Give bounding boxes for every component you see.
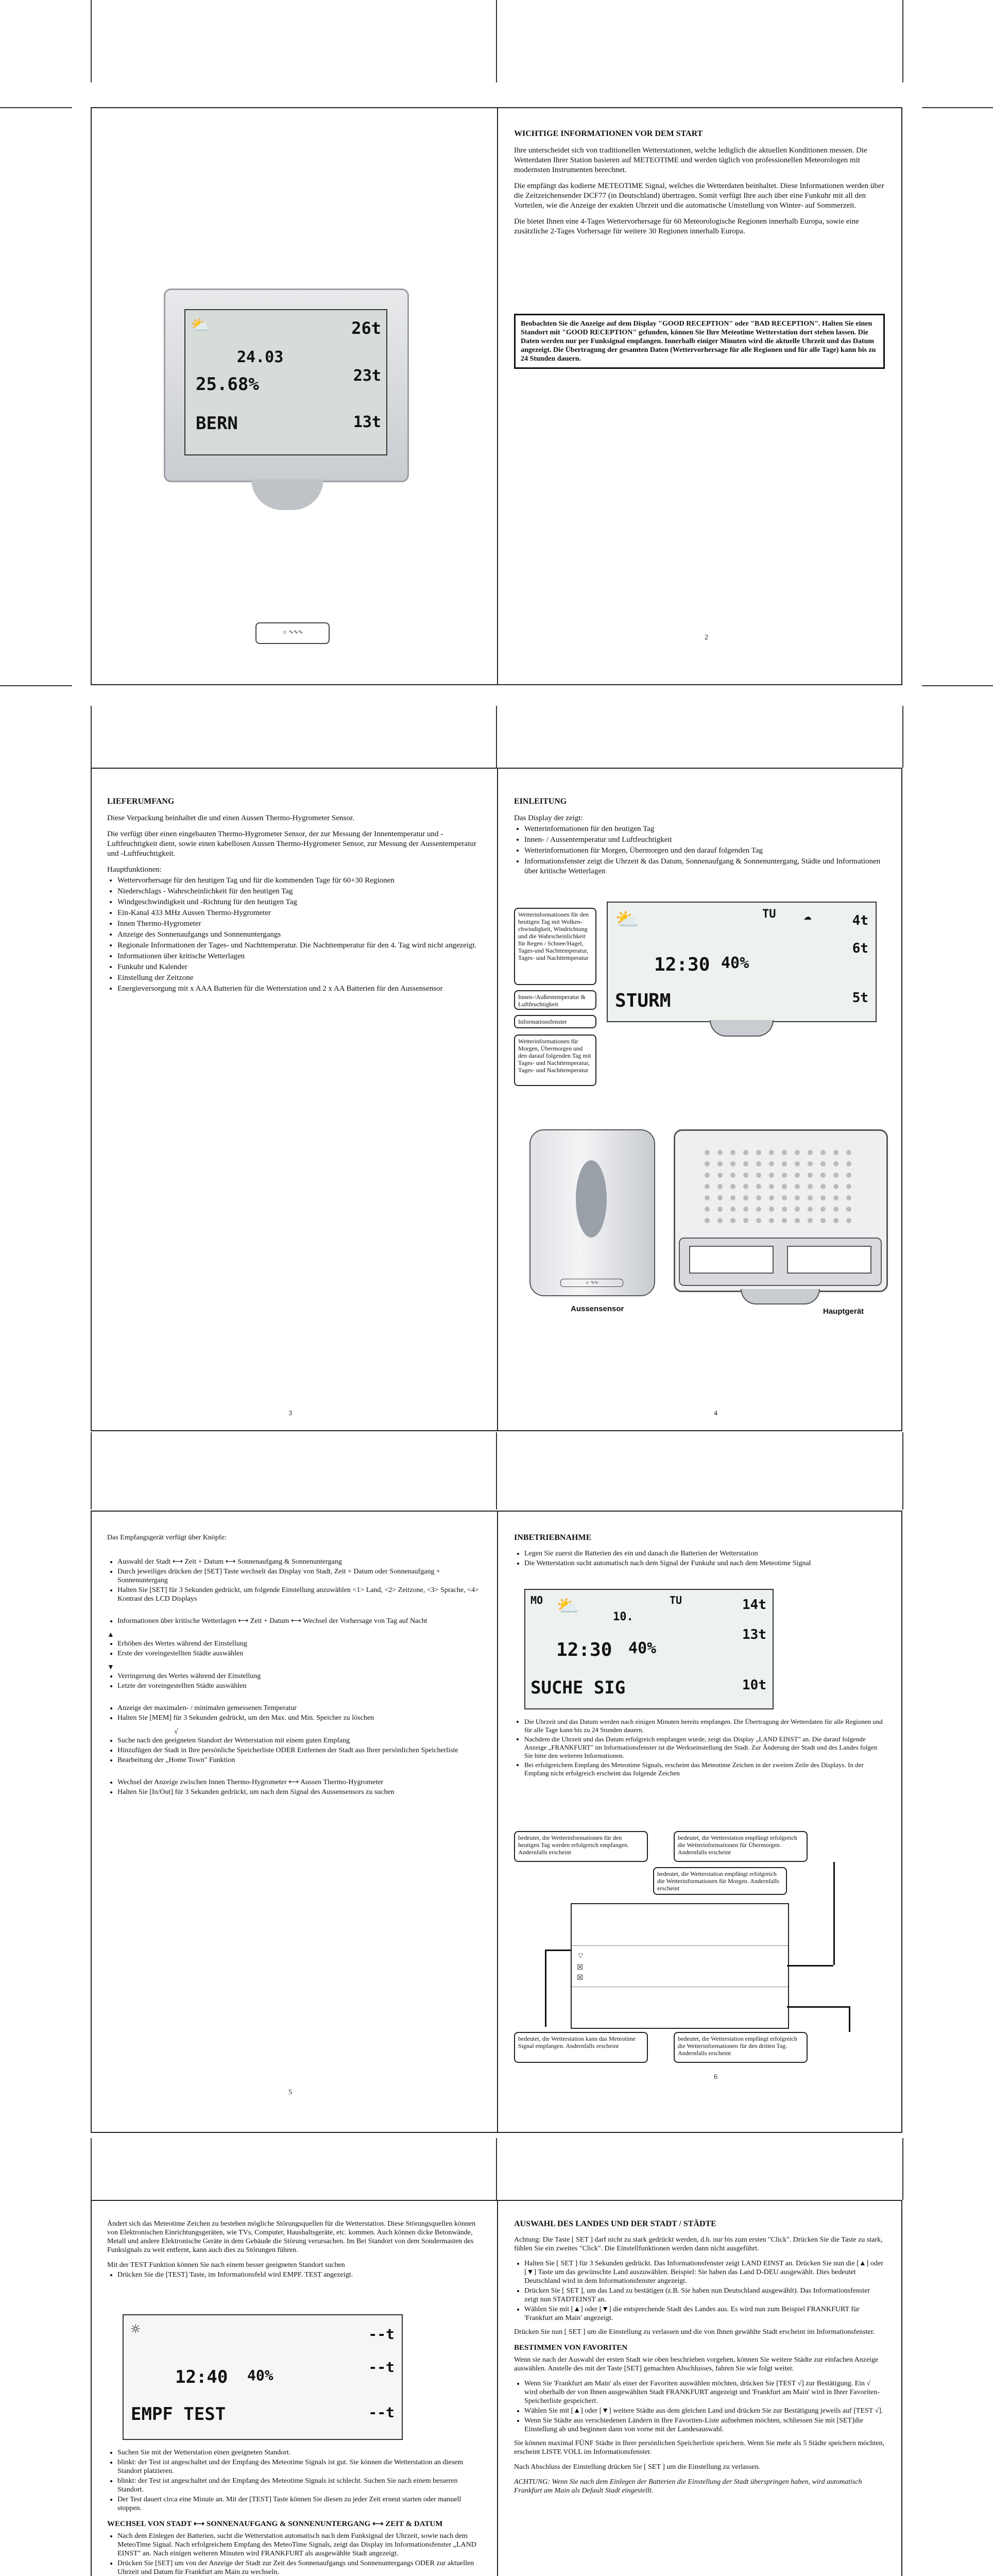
speaker-hole	[705, 1218, 710, 1223]
page-heading: EINLEITUNG	[514, 797, 567, 806]
speaker-hole	[769, 1161, 774, 1166]
section-heading: WECHSEL VON STADT ⟷ SONNENAUFGANG & SONNENUNTERGANG ⟷ ZEIT & DATUM	[107, 2520, 443, 2528]
speaker-hole	[717, 1207, 723, 1212]
speaker-hole	[743, 1195, 748, 1200]
speaker-hole	[846, 1184, 851, 1189]
speaker-hole	[705, 1173, 710, 1178]
list-item: • Halten Sie [MEM] für 3 Sekunden gedrückt, um den Max. und Min. Speicher zu löschen	[117, 1714, 483, 1722]
speaker-hole	[769, 1195, 774, 1200]
arrow	[787, 2006, 849, 2008]
list-item: • Innen- / Aussentemperatur und Luftfeuchtigkeit	[524, 835, 885, 845]
speaker-hole	[833, 1161, 838, 1166]
page-heading: INBETRIEBNAHME	[514, 1533, 592, 1542]
speaker-hole	[730, 1184, 735, 1189]
arrow	[787, 1965, 833, 1967]
page-number: 4	[714, 1410, 717, 1417]
list-item: • Nachdem die Uhrzeit und das Datum erfolgreich empfangen wurde, zeigt das Display „LAND EINST" an. Die darauf folgende Anzeige „FRANKFURT" im Informationsfenster ist die Werkseinstellung der Stadt. Zur Änderung der Stadt und des Landes folgen Sie bitte den weiteren Informationen.	[524, 1735, 885, 1760]
speaker-hole	[743, 1207, 748, 1212]
page-4	[514, 796, 885, 882]
speaker-hole	[743, 1150, 748, 1155]
speaker-hole	[717, 1173, 723, 1178]
speaker-hole	[846, 1173, 851, 1178]
speaker-hole	[756, 1207, 761, 1212]
speaker-hole	[820, 1173, 826, 1178]
speaker-hole	[717, 1195, 723, 1200]
list-item: • Energieversorgung mit x AAA Batterien für die Wetterstation und 2 x AA Batterien für den Aussensensor	[117, 984, 483, 994]
callout-today: Wetterinformationen für den heutigen Tag mit Wolken-chwindigkeit, Windrichtung und die Wahrscheinlichkeit für Regen / Schnee/Hagel, Tages-und Nachttemperatur, Tages- und Nachttemperatur	[514, 908, 596, 985]
speaker-hole	[769, 1218, 774, 1223]
display-items	[514, 824, 885, 876]
speaker-hole	[833, 1184, 838, 1189]
callout-info-window: Informationsfenster	[514, 1015, 596, 1028]
page-number: 5	[288, 2089, 292, 2096]
up-arrow-icon: ▲	[107, 1631, 114, 1639]
paragraph: Die bietet Ihnen eine 4-Tages Wettervorhersage für 60 Meteorologische Regionen innerhalb Europa, sowie eine zusätzliche 2-Tages Vorhersage für weitere 30 Regionen innerhalb Europa.	[514, 217, 859, 235]
paragraph: Achtung: Die Taste [ SET ] darf nicht zu stark gedrückt werden, d.h. nur bis zum ersten "Click". Drücken Sie die Taste zu stark, fühlen Sie ein zweites "Click". Die Einstellfunktionen werden dann nicht ausgeführt.	[514, 2236, 883, 2252]
list-item: • Regionale Informationen der Tages- und Nachttemperatur. Die Nachttemperatur für den 4. Tag wird nicht angezeigt.	[117, 941, 483, 951]
speaker-hole	[769, 1207, 774, 1212]
speaker-hole	[769, 1184, 774, 1189]
checkmark-icon: √	[174, 1728, 178, 1736]
speaker-hole	[833, 1173, 838, 1178]
paragraph: Mit der TEST Funktion können Sie nach einem besser geeigneten Standort suchen	[107, 2261, 345, 2269]
list-item: • Hinzufügen der Stadt in Ihre persönliche Speicherliste ODER Entfernen der Stadt aus Ihrer persönlichen Speicherliste	[117, 1746, 483, 1755]
speaker-hole	[756, 1173, 761, 1178]
sensor-drawing: ☼ ∿∿ Aussensensor	[519, 1129, 663, 1346]
features-list	[107, 876, 483, 994]
speaker-hole	[743, 1184, 748, 1189]
callout-forecast: Wetterinformationen für Morgen, Übermorgen und den darauf folgenden Tag mit Tages- und Nachttemperatur, Tages- und Nachttemperatur	[514, 1035, 596, 1086]
list-item: • Suchen Sie mit der Wetterstation einen geeigneten Standort.	[117, 2448, 483, 2457]
speaker-hole	[705, 1195, 710, 1200]
speaker-hole	[820, 1195, 826, 1200]
sheet-4	[91, 2200, 902, 2576]
speaker-hole	[846, 1150, 851, 1155]
speaker-hole	[782, 1173, 787, 1178]
speaker-hole	[808, 1207, 813, 1212]
paragraph: ACHTUNG: Wenn Sie nach dem Einlegen der Batterien die Einstellung der Stadt überspringen haben, wird automatisch Frankfurt am Main als Default Stadt eingestellt.	[514, 2478, 862, 2495]
callout-indoor-outdoor: Innen-/Außentemperatur & Luftfeuchtigkeit	[514, 990, 596, 1010]
speaker-hole	[743, 1218, 748, 1223]
speaker-hole	[782, 1161, 787, 1166]
speaker-hole	[743, 1161, 748, 1166]
arrow	[545, 1950, 571, 1951]
arrow	[545, 1950, 546, 2027]
list-item: • blinkt: der Test ist angeschaltet und der Empfang des Meteotime Signals ist gut. Sie können die Wetterstation an diesem Standort platzieren.	[117, 2458, 483, 2476]
list-item: • Informationen über kritische Wetterlagen ⟷ Zeit + Datum ⟷ Wechsel der Vorhersage von Tag auf Nacht	[117, 1617, 483, 1625]
sheet-3	[91, 1511, 902, 2133]
page-heading: AUSWAHL DES LANDES UND DER STADT / STÄDTE	[514, 2219, 716, 2228]
speaker-hole	[782, 1207, 787, 1212]
arrow	[849, 2006, 850, 2032]
list-item: • Windgeschwindigkeit und -Richtung für den heutigen Tag	[117, 897, 483, 907]
speaker-hole	[717, 1184, 723, 1189]
speaker-hole	[756, 1195, 761, 1200]
page-7-lower	[107, 2448, 483, 2576]
speaker-hole	[833, 1207, 838, 1212]
list-item: • Bearbeitung der „Home Town" Funktion	[117, 1756, 483, 1765]
list-item: • Bei erfolgreichem Empfang des Meteotime Signals, erscheint das Meteotime Zeichen in der zweiten Zeile des Displays. In der Empfang nicht erfolgreich erscheint das folgende Zeichen	[524, 1761, 885, 1777]
product-photo	[148, 289, 437, 515]
speaker-hole	[730, 1161, 735, 1166]
speaker-hole	[846, 1207, 851, 1212]
speaker-hole	[820, 1184, 826, 1189]
speaker-hole	[717, 1161, 723, 1166]
list-item: • Verringerung des Wertes während der Einstellung	[117, 1672, 483, 1681]
speaker-hole	[795, 1161, 800, 1166]
page-number: 3	[288, 1410, 292, 1417]
paragraph: Das Display der zeigt:	[514, 814, 583, 822]
speaker-hole	[782, 1184, 787, 1189]
speaker-hole	[808, 1195, 813, 1200]
list-item: • Drücken Sie [ SET ], um das Land zu bestätigen (z.B. Sie haben nun Deutschland ausgewählt). Das Informationsfenster zeigt nun STADTEINST an.	[524, 2286, 885, 2304]
callout-third-day: bedeutet, die Wetterstation empfängt erfolgreich die Wetterinformationen für den dritten Tag. Andernfalls erscheint	[674, 2032, 808, 2063]
speaker-hole	[705, 1150, 710, 1155]
list-item: • Letzte der voreingestellten Städte auswählen	[117, 1682, 483, 1690]
speaker-hole	[820, 1218, 826, 1223]
page-5	[107, 1533, 483, 1802]
speaker-hole	[769, 1173, 774, 1178]
callout-day-after: bedeutet, die Wetterstation empfängt erfolgreich die Wetterinformationen für Übermorgen. Andernfalls erscheint	[674, 1831, 808, 1862]
speaker-hole	[833, 1195, 838, 1200]
page-number: 2	[705, 634, 708, 641]
list-item: • Wechsel der Anzeige zwischen Innen Thermo-Hygrometer ⟷ Aussen Thermo-Hygrometer	[117, 1778, 483, 1787]
list-item: • Niederschlags - Wahrscheinlichkeit für den heutigen Tag	[117, 887, 483, 896]
list-item: • Legen Sie zuerst die Batterien des ein und danach die Batterien der Wetterstation	[524, 1549, 885, 1558]
list-item: • Wettervorhersage für den heutigen Tag und für die kommenden Tage für 60+30 Regionen	[117, 876, 483, 886]
product-lcd: ⛅ 26t 24.03 25.68% 23t BERN 13t	[184, 309, 387, 455]
speaker-hole	[782, 1150, 787, 1155]
page-8	[514, 2219, 885, 2501]
sun-cloud-icon: ⛅	[615, 908, 640, 930]
speaker-hole	[833, 1150, 838, 1155]
list-item: • Halten Sie [ SET ] für 3 Sekunden gedrückt. Das Informationsfenster zeigt LAND EINST an. Drücken Sie nun die [▲] oder [▼] Taste um das gewünschte Land auszuwählen. Beispiel: Sie haben das Land D-DEU ausgewählt. Dies bedeutet Deutschland wird in dem Informationsfenster angezeigt.	[524, 2259, 885, 2285]
sheet-1	[91, 107, 902, 685]
search-lcd: MO ⛅ 10. TU 14t 13t 12:30 40% SUCHE SIG 10t	[524, 1589, 774, 1709]
page-6-lower	[514, 1718, 885, 1783]
speaker-hole	[756, 1150, 761, 1155]
speaker-hole	[820, 1150, 826, 1155]
test-lcd: ☼ --t --t 12:40 40% EMPF TEST --t	[123, 2314, 403, 2440]
list-item: • Drücken Sie die [TEST] Taste, im Informationsfeld wird EMPF. TEST angezeigt.	[117, 2270, 483, 2279]
list-item: • Halten Sie [In/Out] für 3 Sekunden gedrückt, um nach dem Signal des Aussensensors zu suchen	[117, 1788, 483, 1797]
list-item: • Informationen über kritische Wetterlagen	[117, 952, 483, 961]
speaker-hole	[705, 1184, 710, 1189]
main-unit-back	[674, 1129, 890, 1346]
list-item: • Die Wetterstation sucht automatisch nach dem Signal der Funkuhr und nach dem Meteotime Signal	[524, 1559, 885, 1568]
speaker-hole	[808, 1184, 813, 1189]
speaker-hole	[795, 1150, 800, 1155]
list-item: • Halten Sie [SET] für 3 Sekunden gedrückt, um folgende Einstellung anzuwählen <1> Land, <2> Zeitzone, <3> Sprache, <4> Kontrast des LCD Displays	[117, 1586, 483, 1603]
speaker-hole	[795, 1218, 800, 1223]
speaker-hole	[795, 1184, 800, 1189]
speaker-hole	[730, 1173, 735, 1178]
speaker-hole	[846, 1161, 851, 1166]
speaker-hole	[705, 1207, 710, 1212]
list-item: • Informationsfenster zeigt die Uhrzeit & das Datum, Sonnenaufgang & Sonnenuntergang, Städte und Informationen über kritische Wetterlagen	[524, 857, 885, 876]
list-item: • Die Uhrzeit und das Datum werden nach einigen Minuten bereits empfangen. Die Übertragung der Wetterdaten für alle Regionen und für alle Tage kann bis zu 24 Stunden dauern.	[524, 1718, 885, 1734]
speaker-hole	[756, 1161, 761, 1166]
speaker-hole	[730, 1218, 735, 1223]
speaker-hole	[795, 1173, 800, 1178]
list-item: • Suche nach den geeigneten Standort der Wetterstation mit einem guten Empfang	[117, 1736, 483, 1745]
page-heading: LIEFERUMFANG	[107, 797, 175, 806]
paragraph: Die empfängt das kodierte METEOTIME Signal, welches die Wetterdaten beinhaltet. Diese Informationen werden über die Zeitzeichensender DCF77 (in Deutschland) übertragen. Somit verfügt Ihre auch über eine Funkuhr mit all den Vorteilen, wie die Anzeige der exakten Uhrzeit und die automatische Umstellung von Winter- auf Sommerzeit.	[514, 182, 884, 210]
sheet-2	[91, 768, 902, 1431]
intro-lcd: ⛅ TU ☁ 4t 6t 12:30 40% STURM 5t	[607, 902, 877, 1022]
paragraph: Ihre unterscheidet sich von traditionellen Wetterstationen, welche lediglich die aktuellen Konditionen messen. Die Wetterdaten Ihrer Station basieren auf METEOTIME und werden täglich von professionellen Meteorologen mit modernsten Instrumenten berechnet.	[514, 146, 867, 174]
speaker-hole	[846, 1218, 851, 1223]
list-item: • Wenn Sie 'Frankfurt am Main' als einer der Favoriten auswählen möchten, drücken Sie [TEST √] zur Bestätigung. Ein √ wird oberhalb der von Ihnen ausgewählten Stadt FRANKFURT angezeigt und 'Frankfurt am Main' wird in Ihrer Favoriten-Speicherliste gespeichert.	[524, 2379, 885, 2405]
speaker-hole	[705, 1161, 710, 1166]
sun-icon: ☼	[131, 2320, 141, 2338]
speaker-hole	[808, 1150, 813, 1155]
list-item: • blinkt: der Test ist angeschaltet und der Empfang des Meteotime Signals ist schlecht. Suchen Sie nach einem besseren Standort.	[117, 2477, 483, 2494]
list-item: • Der Test dauert circa eine Minute an. Mit der [TEST] Taste können Sie diesen zu jeder Zeit erneut starten oder manuell stoppen.	[117, 2495, 483, 2513]
speaker-hole	[820, 1207, 826, 1212]
paragraph: Die verfügt über einen eingebauten Thermo-Hygrometer Sensor, der zur Messung der Innentemperatur und -Luftfeuchtigkeit dient, sowie einen kabellosen Aussen Thermo-Hygrometer Sensor, zur Messung der Aussentemperatur und -Luftfeuchtigkeit.	[107, 830, 476, 858]
list-item: • Nach dem Einlegen der Batterien, sucht die Wetterstation automatisch nach dem Funksignal der Uhrzeit, sowie nach dem MeteoTime Signal. Nach erfolgreichem Empfang des MeteoTime Signals, zeigt das Display im Informationsfenster „LAND EINST" an. Nach einigen weiteren Minuten wird FRANKFURT als ausgewählte Stadt angezeigt.	[117, 2532, 483, 2558]
speaker-hole	[846, 1195, 851, 1200]
list-item: • Anzeige der maximalen- / minimalen gemessenen Temperatur	[117, 1704, 483, 1713]
page-heading: WICHTIGE INFORMATIONEN VOR DEM START	[514, 129, 703, 138]
speaker-hole	[730, 1207, 735, 1212]
stand	[710, 1020, 774, 1037]
page-6	[514, 1533, 885, 1573]
speaker-hole	[833, 1218, 838, 1223]
list-item: • Wetterinformationen für Morgen, Übermorgen und den darauf folgenden Tag	[524, 846, 885, 856]
list-item: • Funkuhr und Kalender	[117, 962, 483, 972]
list-item: • Erhöhen des Wertes während der Einstellung	[117, 1639, 483, 1648]
status-display-diagram: ⌔ ☒ ☒	[571, 1903, 789, 2029]
speaker-hole	[730, 1150, 735, 1155]
callout-today-signal: bedeutet, die Wetterinformationen für den heutigen Tag werden erfolgreich empfangen. Andernfalls erscheint	[514, 1831, 648, 1862]
cloud-icon: ☁	[803, 908, 812, 923]
list-item: • Durch jeweiliges drücken der [SET] Taste wechselt das Display von Stadt, Zeit + Datum oder Sonnenaufgang + Sonnenuntergang	[117, 1567, 483, 1585]
page-number: 6	[714, 2073, 717, 2081]
list-item: • Erste der voreingestellten Städte auswählen	[117, 1649, 483, 1658]
cloud-sun-icon: ⛅	[556, 1596, 579, 1617]
paragraph: Das Empfangsgerät verfügt über Knöpfe:	[107, 1534, 227, 1541]
speaker-hole	[808, 1173, 813, 1178]
paragraph: Diese Verpackung beinhaltet die und einen Aussen Thermo-Hygrometer Sensor.	[107, 814, 354, 822]
list-item: • Wenn Sie Städte aus verschiedenen Ländern in Ihre Favoriten-Liste aufnehmen möchten, schliessen Sie mit [SET]die Einstellung ab und beginnen dann von vorne mit der Landesauswahl.	[524, 2416, 885, 2434]
paragraph: Ändert sich das Meteotime Zeichen zu bestehen mögliche Störungsquellen für die Wetterstation. Diese Störungsquellen können von Elektronischen Einrichtungsgeräten, wie TVs, Computer, Haushaltsgeräte, etc. kommen. Auch können dicke Betonwände, Metall und andere Elektronische Geräte in dem Gebäude die Störung verursachen. Im Bei Standort von dem Sondermasten des Funksignals zu weit entfernt, kann auch dies zu Störungen führen.	[107, 2220, 476, 2254]
section-heading: BESTIMMEN VON FAVORITEN	[514, 2344, 628, 2352]
notice-box: Beobachten Sie die Anzeige auf dem Display "GOOD RECEPTION" oder "BAD RECEPTION". Halten Sie einen Standort mit "GOOD RECEPTION" gefunden, können Sie Ihre Meteotime Wetterstation dort stehen lassen. Die Daten werden nur per Funksignal empfangen. Innerhalb einiger Minuten wird die aktuelle Uhrzeit und das Datum angezeigt. Die Übertragung der gesamten Daten (Wettervorhersage für alle Regionen und für alle Tage) kann bis zu 24 Stunden dauern.	[514, 314, 885, 369]
speaker-hole	[795, 1207, 800, 1212]
arrow	[833, 1862, 835, 1965]
features-title: Hauptfunktionen:	[107, 866, 162, 874]
speaker-hole	[730, 1195, 735, 1200]
cloud-sun-icon: ⛅	[191, 316, 210, 334]
speaker-hole	[782, 1195, 787, 1200]
main-unit-label: Hauptgerät	[823, 1307, 864, 1316]
speaker-hole	[808, 1218, 813, 1223]
speaker-hole	[820, 1161, 826, 1166]
speaker-hole	[717, 1218, 723, 1223]
paragraph: Nach Abschluss der Einstellung drücken Sie [ SET ] um die Einstellung zu verlassen.	[514, 2463, 760, 2471]
speaker-hole	[756, 1184, 761, 1189]
speaker-hole	[808, 1161, 813, 1166]
page-3	[107, 796, 483, 999]
sensor-label: Aussensensor	[571, 1304, 624, 1313]
brand-logo: ☼ ∿∿∿	[255, 622, 330, 644]
speaker-hole	[717, 1150, 723, 1155]
paragraph: Drücken Sie nun [ SET ] um die Einstellung zu verlassen und die von Ihnen gewählte Stadt erscheint im Informationsfenster.	[514, 2328, 875, 2336]
callout-tomorrow: bedeutet, die Wetterstation empfängt erfolgreich die Wetterinformationen für Morgen. Andernfalls erscheint	[653, 1867, 787, 1895]
paragraph: Sie können maximal FÜNF Städte in Ihrer persönlichen Speicherliste speichern. Wenn Sie mehr als 5 Städte speichern möchten, erscheint LISTE VOLL im Informationsfenster.	[514, 2439, 885, 2456]
speaker-hole	[795, 1195, 800, 1200]
callout-meteotime: bedeutet, die Wetterstation kann das Meteotime Signal empfangen. Andernfalls erscheint	[514, 2032, 648, 2063]
list-item: • Wählen Sie mit [▲] oder [▼] weitere Städte aus dem gleichen Land und drücken Sie zur Bestätigung jeweils auf [TEST √].	[524, 2406, 885, 2415]
paragraph: Wenn sie nach der Auswahl der ersten Stadt wie oben beschrieben vorgehen, können Sie weitere Städte zur einfachen Anzeige auswählen. Anstelle des mit der Taste [SET] gemachten Abschlusses, fahren Sie wie folgt weiter.	[514, 2356, 879, 2372]
list-item: • Einstellung der Zeitzone	[117, 973, 483, 983]
down-arrow-icon: ▼	[107, 1664, 114, 1671]
list-item: • Wählen Sie mit [▲] oder [▼] die entsprechende Stadt des Landes aus. Es wird nun zum Beispiel FRANKFURT für 'Frankfurt am Main' angezeigt.	[524, 2305, 885, 2323]
list-item: • Anzeige des Sonnenaufgangs und Sonnenuntergangs	[117, 930, 483, 940]
signal-icon: ⌔	[577, 1952, 585, 1960]
list-item: • Ein-Kanal 433 MHz Aussen Thermo-Hygrometer	[117, 908, 483, 918]
list-item: • Auswahl der Stadt ⟷ Zeit + Datum ⟷ Sonnenaufgang & Sonnenuntergang	[117, 1557, 483, 1566]
speaker-hole	[743, 1173, 748, 1178]
speaker-hole	[756, 1218, 761, 1223]
list-item: • Innen Thermo-Hygrometer	[117, 919, 483, 929]
page-7	[107, 2219, 483, 2284]
page-2	[514, 129, 885, 369]
list-item: • Wetterinformationen für den heutigen Tag	[524, 824, 885, 834]
speaker-hole	[769, 1150, 774, 1155]
list-item: • Drücken Sie [SET] um von der Anzeige der Stadt zur Zeit des Sonnenaufgangs und Sonnenuntergangs ODER zur aktuellen Uhrzeit und Datum für Frankfurt am Main zu wechseln.	[117, 2559, 483, 2576]
speaker-hole	[782, 1218, 787, 1223]
